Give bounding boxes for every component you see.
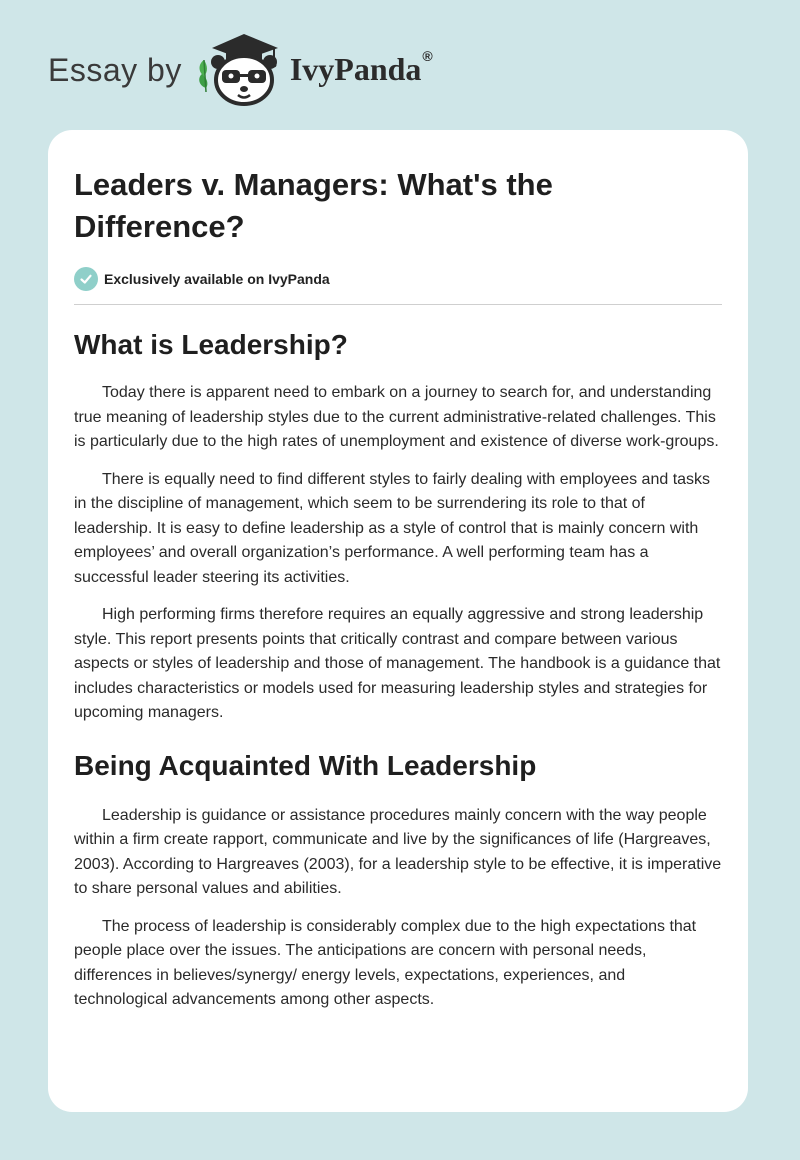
paragraph: Leadership is guidance or assistance procedures mainly concern with the way people within a firm create rapport, communicate and live by the significances of life (Hargreaves, 2003). According to Hargreaves (2003), for a leadership style to be effective, it is imperative to share personal values and abilities. xyxy=(74,806,722,897)
essay-title: Leaders v. Managers: What's the Difference? xyxy=(74,167,553,244)
registered-mark: ® xyxy=(422,48,433,64)
paragraph: High performing firms therefore requires an equally aggressive and strong leadership style. This report presents points that critically contrast and compare between various aspects or styles of leadership and those of management. The handbook is a guidance that includes characteristics or models used for measuring leadership styles and strategies for upcoming managers. xyxy=(74,606,721,721)
ivypanda-logo-icon[interactable] xyxy=(196,30,288,110)
essay-card xyxy=(48,130,748,1112)
paragraph: The process of leadership is considerably complex due to the high expectations that people place over the issues. The anticipations are concern with personal needs, differences in believes/synergy/ energy levels, expectations, experiences, and technological advancements among other aspects. xyxy=(74,917,697,1008)
site-header xyxy=(48,30,548,110)
exclusive-label: Exclusively available on IvyPanda xyxy=(104,271,330,287)
exclusive-badge xyxy=(74,266,722,292)
section-heading: What is Leadership? xyxy=(74,329,348,360)
paragraph: Today there is apparent need to embark on a journey to search for, and understanding true meaning of leadership styles due to the current administrative-related challenges. This is particularly due to the high rates of unemployment and existence of diverse work-groups. xyxy=(74,384,719,450)
divider xyxy=(74,304,722,305)
section-heading: Being Acquainted With Leadership xyxy=(74,749,537,781)
brand-name[interactable]: IvyPanda xyxy=(289,50,422,87)
check-icon xyxy=(74,267,98,291)
paragraph: There is equally need to find different styles to fairly dealing with employees and tasks in the discipline of management, which seem to be surrendering its role to that of leadership. It is easy to define leadership as a style of control that is mainly concern with employees’ and overall organization’s performance. A well performing team has a successful leader steering its activities. xyxy=(74,470,711,586)
essay-by-label: Essay by xyxy=(48,51,182,88)
